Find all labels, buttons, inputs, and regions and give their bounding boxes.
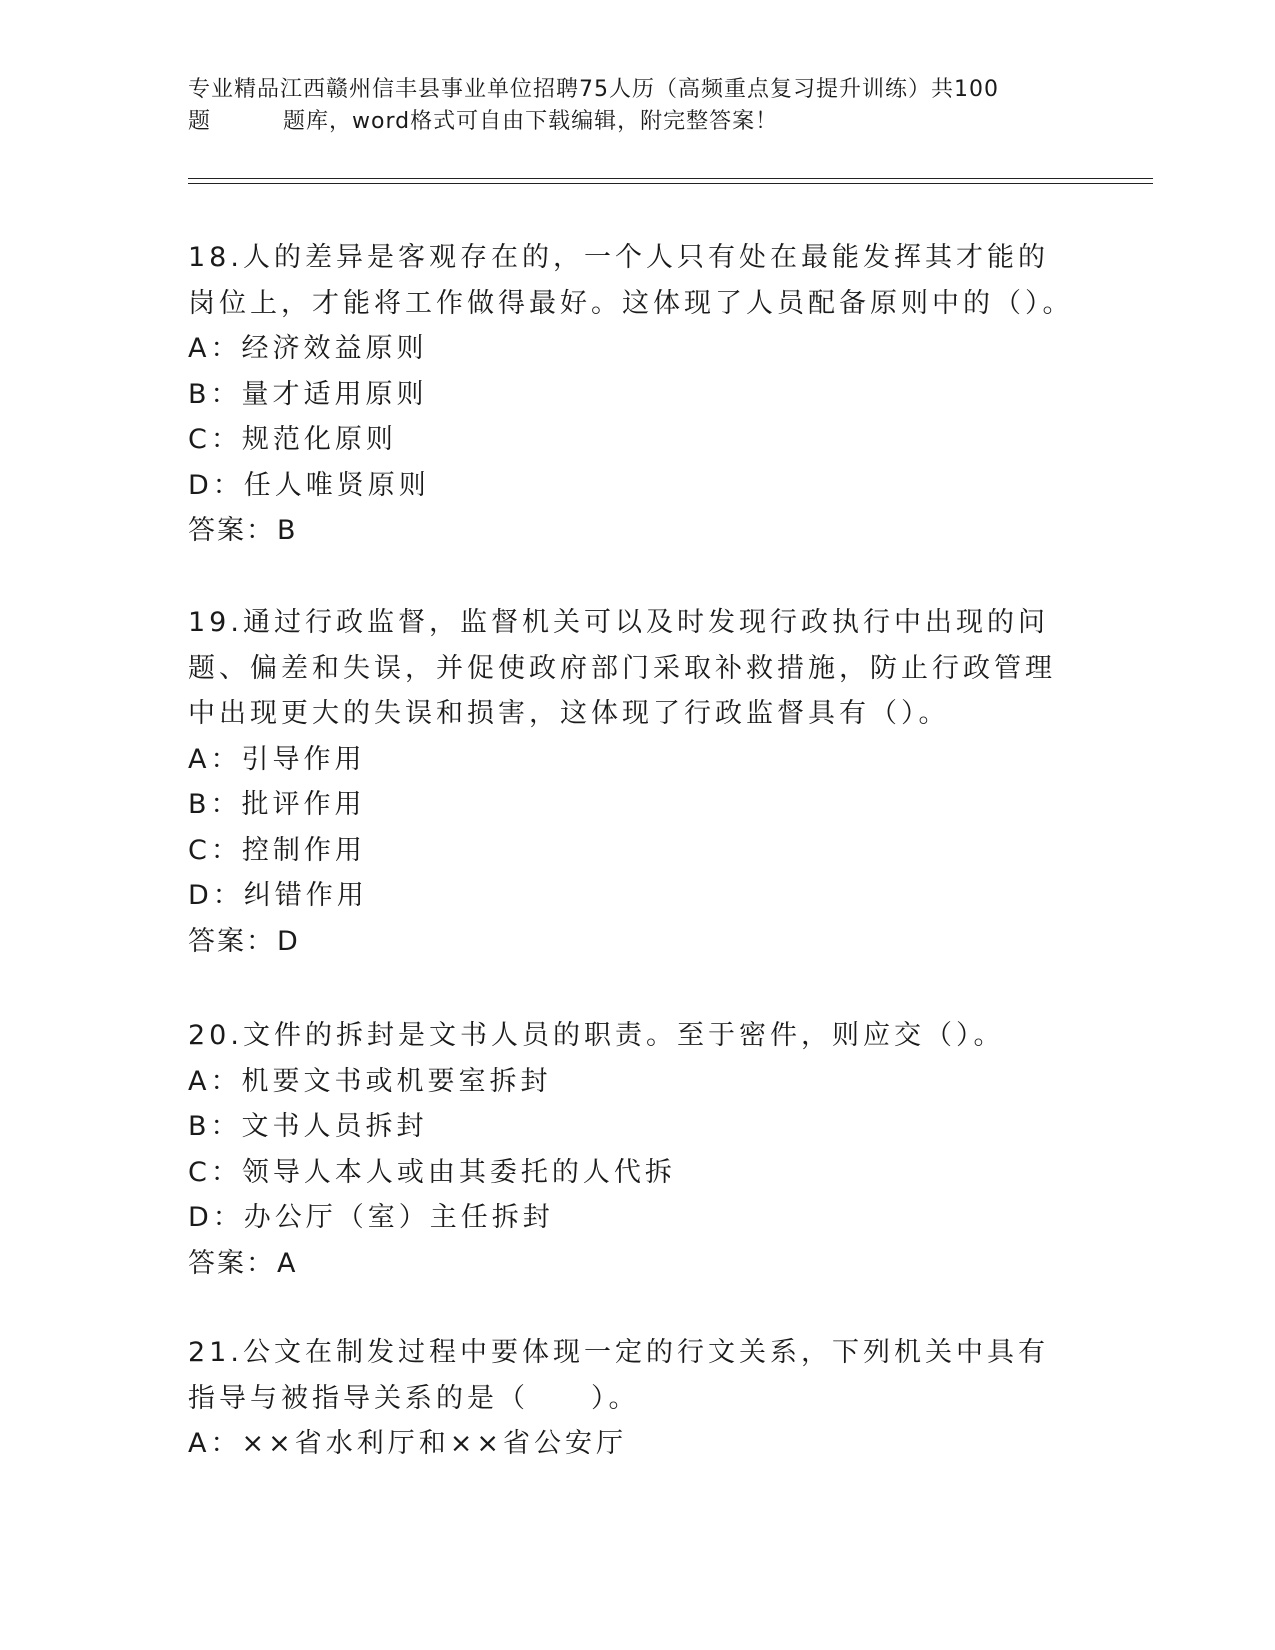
option-a: A：经济效益原则 bbox=[188, 333, 428, 364]
header-title-line1: 专业精品江西赣州信丰县事业单位招聘75人历（高频重点复习提升训练）共100 bbox=[188, 77, 999, 102]
option-b: B：批评作用 bbox=[188, 789, 366, 820]
option-b: B：文书人员拆封 bbox=[188, 1111, 428, 1142]
option-c: C：领导人本人或由其委托的人代拆 bbox=[188, 1156, 676, 1188]
question-18 bbox=[188, 235, 1078, 554]
option-c: C：控制作用 bbox=[188, 834, 366, 866]
question-21 bbox=[188, 1330, 1078, 1467]
header-divider-top bbox=[188, 178, 1153, 179]
question-stem: 20.文件的拆封是文书人员的职责。至于密件，则应交（）。 bbox=[188, 1020, 1005, 1051]
option-d: D：任人唯贤原则 bbox=[188, 469, 430, 501]
answer-label: 答案： bbox=[188, 925, 275, 957]
answer-label: 答案： bbox=[188, 515, 275, 546]
header-title-line2-a: 题 bbox=[188, 109, 212, 134]
header-title-line2 bbox=[188, 106, 1068, 138]
header-divider-bottom bbox=[188, 183, 1153, 184]
option-a: A：引导作用 bbox=[188, 743, 366, 775]
answer bbox=[188, 1241, 1078, 1287]
question-19 bbox=[188, 600, 1078, 964]
option-d: D：办公厅（室）主任拆封 bbox=[188, 1202, 554, 1233]
option-a: A：机要文书或机要室拆封 bbox=[188, 1065, 552, 1097]
option-c: C：规范化原则 bbox=[188, 424, 397, 455]
header-title-line2-b: 题库，word格式可自由下载编辑，附完整答案！ bbox=[283, 109, 779, 134]
option-b: B：量才适用原则 bbox=[188, 378, 428, 410]
answer bbox=[188, 919, 1078, 965]
answer-value: B bbox=[277, 515, 298, 546]
option-d: D：纠错作用 bbox=[188, 880, 368, 911]
answer-value: D bbox=[277, 925, 300, 957]
document-header bbox=[188, 74, 1068, 138]
option-a: A：××省水利厅和××省公安厅 bbox=[188, 1428, 627, 1459]
question-stem: 19.通过行政监督，监督机关可以及时发现行政执行中出现的问题、偏差和失误，并促使政府部门采取补救措施，防止行政管理中出现更大的失误和损害，这体现了行政监督具有（）。 bbox=[188, 607, 1056, 729]
answer-value: A bbox=[277, 1247, 298, 1279]
question-stem: 18.人的差异是客观存在的，一个人只有处在最能发挥其才能的岗位上，才能将工作做得最好。这体现了人员配备原则中的（）。 bbox=[188, 242, 1074, 319]
question-20 bbox=[188, 1013, 1078, 1286]
question-stem: 21.公文在制发过程中要体现一定的行文关系，下列机关中具有指导与被指导关系的是（ ）。 bbox=[188, 1337, 1049, 1414]
answer-label: 答案： bbox=[188, 1247, 275, 1279]
answer bbox=[188, 508, 1078, 554]
